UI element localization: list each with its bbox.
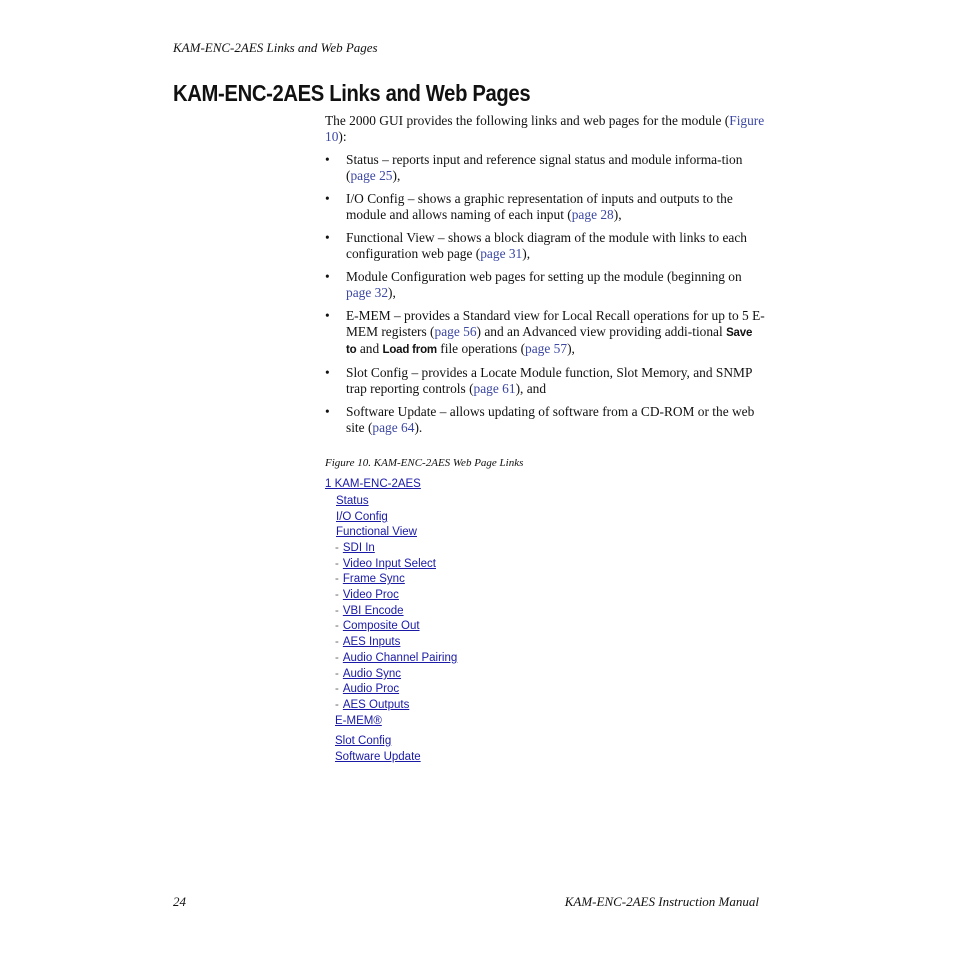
nav-item-software-update (335, 750, 421, 765)
list-item: • Status – reports input and reference signal status and module informa-tion (page 25), (325, 152, 743, 183)
nav-link-functional-view[interactable]: Functional View (336, 526, 417, 538)
nav-subitem: - AES Outputs (335, 699, 410, 711)
bullet-icon: • (325, 404, 330, 419)
nav-link-aes-outputs[interactable]: AES Outputs (342, 699, 410, 711)
load-from-label: Load from (382, 344, 437, 356)
list-item: • E-MEM – provides a Standard view for Local Recall operations for up to 5 E-MEM registers (page 56) and an Advanced view providing addi-tional Save to and Load from file operations (page 57), (325, 308, 765, 356)
nav-subitem: - Frame Sync (335, 573, 405, 585)
nav-item-slot-config (335, 734, 391, 749)
nav-link-aes-inputs[interactable]: AES Inputs (342, 636, 401, 648)
nav-link-frame-sync[interactable]: Frame Sync (342, 573, 405, 585)
nav-link-video-input-select[interactable]: Video Input Select (342, 558, 436, 570)
page-57-link[interactable]: page 57 (525, 341, 568, 356)
page-31-link[interactable]: page 31 (480, 246, 523, 261)
section-title: KAM-ENC-2AES Links and Web Pages (173, 80, 531, 106)
intro-paragraph: The 2000 GUI provides the following links and web pages for the module (Figure 10): (325, 113, 765, 144)
list-item: • I/O Config – shows a graphic representation of inputs and outputs to the module and allows naming of each input (page 28), (325, 191, 733, 222)
nav-link-audio-proc[interactable]: Audio Proc (342, 683, 400, 695)
page-64-link[interactable]: page 64 (372, 420, 415, 435)
nav-link-audio-channel-pairing[interactable]: Audio Channel Pairing (342, 652, 458, 664)
nav-item-emem (335, 714, 382, 729)
nav-subitem: - Audio Proc (335, 683, 400, 695)
page-25-link[interactable]: page 25 (350, 168, 393, 183)
nav-root-item (325, 477, 421, 492)
manual-title: KAM-ENC-2AES Instruction Manual (564, 894, 759, 909)
nav-link-audio-sync[interactable]: Audio Sync (342, 668, 402, 680)
nav-subitem: - VBI Encode (335, 605, 404, 617)
nav-item-status (336, 494, 369, 509)
nav-link-vbi-encode[interactable]: VBI Encode (342, 605, 404, 617)
nav-subitem: - SDI In (335, 542, 375, 554)
save-to-label: Save to (346, 327, 753, 356)
nav-link-slot-config[interactable]: Slot Config (335, 735, 392, 747)
nav-link-sdi-in[interactable]: SDI In (342, 542, 375, 554)
bullet-icon: • (325, 269, 330, 284)
page-61-link[interactable]: page 61 (473, 381, 516, 396)
nav-subitem: - AES Inputs (335, 636, 401, 648)
running-header: KAM-ENC-2AES Links and Web Pages (173, 40, 378, 55)
links-list (325, 152, 765, 436)
page-number: 24 (173, 894, 186, 909)
list-item: • Module Configuration web pages for setting up the module (beginning on page 32), (325, 269, 742, 300)
body-text (325, 113, 765, 443)
nav-link-io-config[interactable]: I/O Config (336, 511, 388, 523)
nav-subitem: - Video Input Select (335, 558, 436, 570)
nav-link-software-update[interactable]: Software Update (335, 751, 421, 763)
nav-subitem: - Audio Sync (335, 668, 402, 680)
nav-item-io-config (336, 510, 388, 525)
nav-link-status[interactable]: Status (336, 495, 369, 507)
list-item: • Slot Config – provides a Locate Module function, Slot Memory, and SNMP trap reporting controls (page 61), and (325, 365, 752, 396)
bullet-icon: • (325, 152, 330, 167)
page-56-link[interactable]: page 56 (434, 324, 477, 339)
page-28-link[interactable]: page 28 (571, 207, 614, 222)
nav-subitem: - Composite Out (335, 620, 420, 632)
bullet-icon: • (325, 191, 330, 206)
page-32-link[interactable]: page 32 (346, 285, 389, 300)
list-item: • Software Update – allows updating of software from a CD-ROM or the web site (page 64). (325, 404, 755, 435)
nav-item-functional-view (336, 525, 417, 540)
nav-link-composite-out[interactable]: Composite Out (342, 620, 420, 632)
bullet-icon: • (325, 230, 330, 245)
figure-caption: Figure 10. KAM-ENC-2AES Web Page Links (325, 457, 524, 469)
bullet-icon: • (325, 308, 330, 323)
figure-10-link[interactable]: Figure 10 (325, 113, 765, 144)
nav-subitem: - Audio Channel Pairing (335, 652, 458, 664)
nav-subitem: - Video Proc (335, 589, 399, 601)
nav-link-root[interactable]: 1 KAM-ENC-2AES (325, 478, 421, 490)
bullet-icon: • (325, 365, 330, 380)
list-item: • Functional View – shows a block diagram of the module with links to each configuration web page (page 31), (325, 230, 747, 261)
nav-link-video-proc[interactable]: Video Proc (342, 589, 399, 601)
nav-link-emem[interactable]: E-MEM® (335, 715, 382, 727)
